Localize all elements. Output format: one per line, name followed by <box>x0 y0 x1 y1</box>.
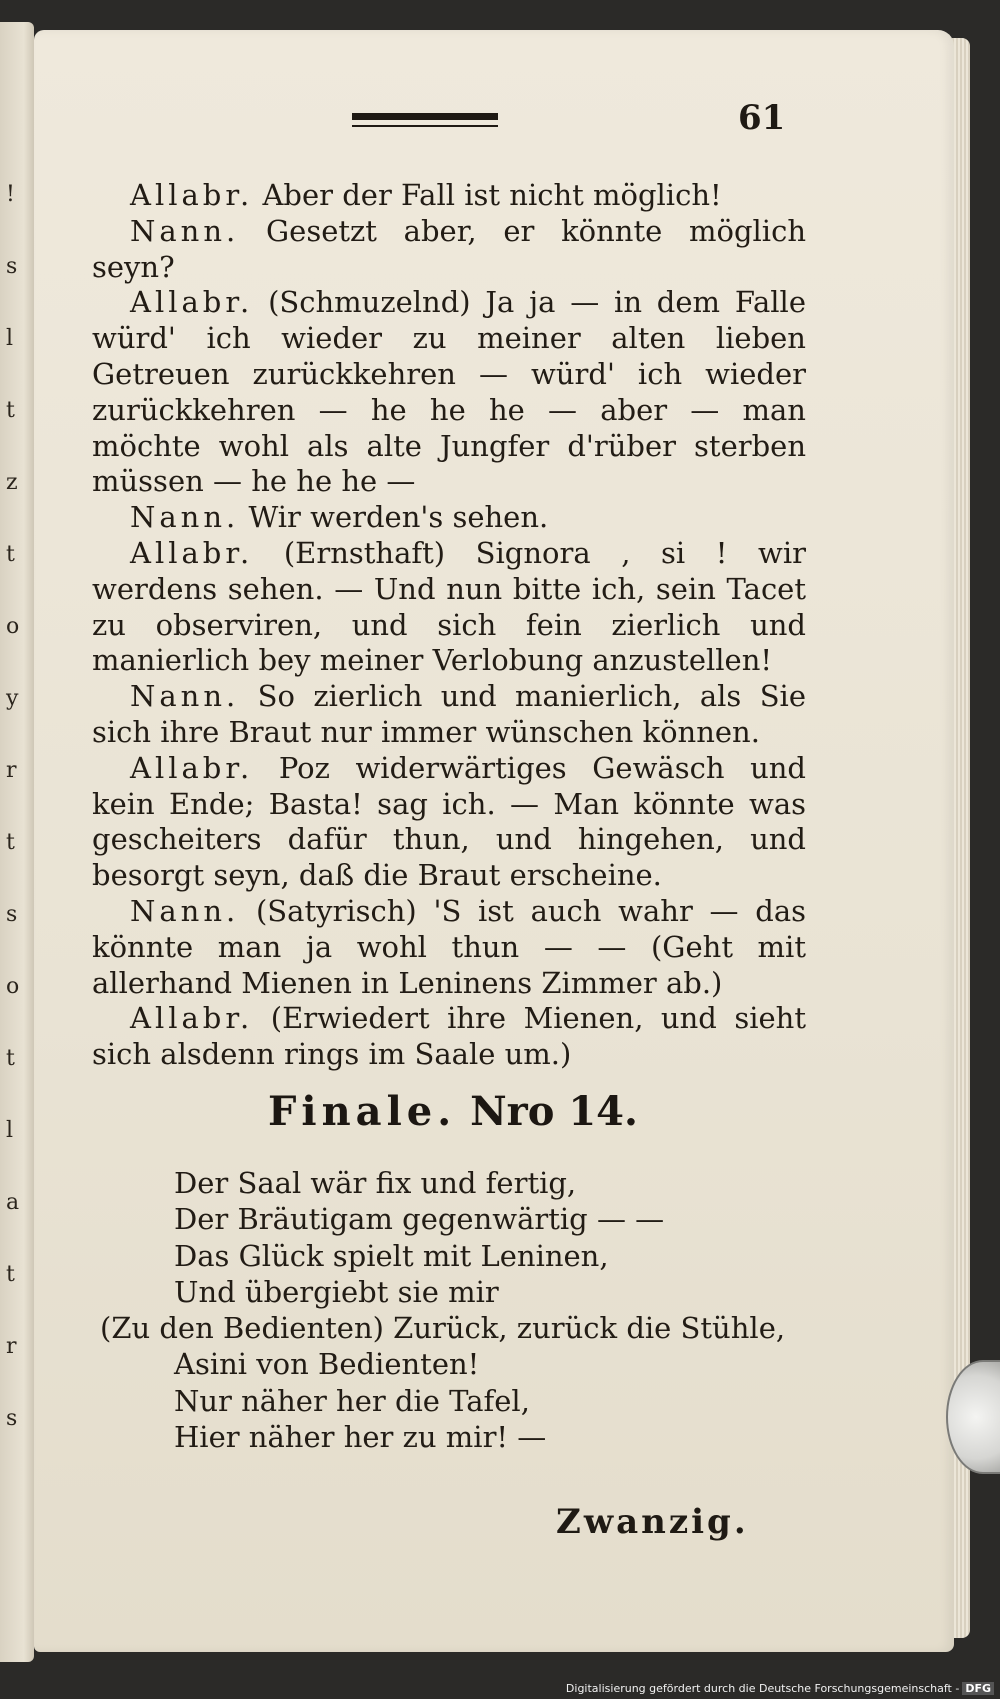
speaker-name: Allabr. <box>130 750 254 785</box>
left-page-fragment: t <box>6 542 15 567</box>
speaker-name: Nann. <box>130 500 240 535</box>
dfg-logo: DFG <box>962 1682 994 1695</box>
verse-text: Hier näher her zu mir! — <box>174 1420 547 1455</box>
speech-text: So zierlich und manierlich, als Sie sich ihre Braut nur immer wünschen können. <box>92 679 806 749</box>
speaker-name: Allabr. <box>130 178 254 212</box>
speaker-name: Nann. <box>130 679 240 714</box>
dialogue-paragraph <box>92 536 806 679</box>
dialogue-paragraph <box>92 285 806 500</box>
left-page-fragment: ! <box>6 182 15 207</box>
verse-line <box>100 1346 780 1382</box>
speaker-name: Allabr. <box>130 535 254 570</box>
verse-line <box>100 1383 780 1419</box>
dialogue-text <box>92 178 806 1073</box>
left-page-fragment: r <box>6 758 17 783</box>
speaker-name: Allabr. <box>130 1001 254 1036</box>
left-page-fragment: s <box>6 1406 18 1431</box>
verse-line <box>100 1274 780 1310</box>
verse-text: Und übergiebt sie mir <box>174 1274 499 1309</box>
verse-text: Asini von Bedienten! <box>174 1347 480 1382</box>
header-rule <box>352 113 498 127</box>
left-page-fragment: a <box>6 1190 20 1215</box>
left-page-fragment: s <box>6 902 18 927</box>
dialogue-paragraph <box>92 178 806 214</box>
left-page-fragment: o <box>6 614 20 639</box>
left-page-fragment: t <box>6 398 15 423</box>
speech-text: Gesetzt aber, er könnte möglich seyn? <box>92 213 806 284</box>
dialogue-paragraph <box>92 214 806 286</box>
left-page-fragment: l <box>6 326 14 351</box>
catchword: Zwanzig. <box>556 1502 749 1542</box>
verse-block <box>100 1165 786 1455</box>
left-page-fragment: o <box>6 974 20 999</box>
verse-text: Das Glück spielt mit Leninen, <box>174 1238 609 1273</box>
verse-text: Der Saal wär fix und fertig, <box>174 1166 577 1200</box>
speaker-name: Nann. <box>130 213 240 248</box>
speech-text: (Ernsthaft) Signora , si ! wir werdens sehen. — Und nun bitte ich, sein Tacet zu observiren, und sich fein zierlich und manierlich bey meiner Verlobung anzustellen! <box>92 535 806 678</box>
speaker-name: Nann. <box>130 893 240 928</box>
verse-text: Der Bräutigam gegenwärtig — — <box>174 1202 665 1237</box>
verse-text: Zurück, zurück die Stühle, <box>393 1311 786 1346</box>
dialogue-paragraph <box>92 500 806 536</box>
left-page-fragment: y <box>6 686 19 711</box>
left-page-fragment: l <box>6 1118 14 1143</box>
verse-line <box>100 1419 780 1455</box>
left-page-fragment: t <box>6 830 15 855</box>
speech-text: Poz widerwärtiges Gewäsch und kein Ende; Basta! sag ich. — Man könnte was gescheiters dafür thun, und hingehen, und besorgt seyn, daß die Braut erscheine. <box>92 750 806 893</box>
dialogue-paragraph <box>92 894 806 1001</box>
finale-word: Finale. <box>268 1088 457 1135</box>
left-page-fragment: s <box>6 254 18 279</box>
footer-text: Digitalisierung gefördert durch die Deutsche Forschungsgemeinschaft - <box>565 1682 960 1695</box>
speech-text: Aber der Fall ist nicht möglich! <box>262 178 722 212</box>
speaker-name: Allabr. <box>130 285 254 320</box>
speech-text: (Erwiedert ihre Mienen, und sieht sich alsdenn rings im Saale um.) <box>92 1001 806 1072</box>
verse-line <box>100 1201 780 1237</box>
digitization-footer <box>566 1682 994 1695</box>
finale-number: Nro 14. <box>470 1088 638 1135</box>
left-page-edge <box>0 22 34 1662</box>
verse-line <box>100 1165 780 1201</box>
dialogue-paragraph <box>92 1001 806 1073</box>
left-page-fragment: t <box>6 1046 15 1071</box>
left-page-fragment: r <box>6 1334 17 1359</box>
dialogue-paragraph <box>92 679 806 751</box>
left-page-fragment: t <box>6 1262 15 1287</box>
verse-line <box>100 1310 786 1346</box>
stage-direction: (Zu den Bedienten) <box>100 1311 384 1346</box>
verse-text: Nur näher her die Tafel, <box>174 1383 530 1418</box>
speech-text: Wir werden's sehen. <box>248 500 549 535</box>
speech-text: (Satyrisch) 'S ist auch wahr — das könnte man ja wohl thun — — (Geht mit allerhand Mienen in Leninens Zimmer ab.) <box>92 893 807 1000</box>
finale-heading <box>268 1088 638 1135</box>
page-number: 61 <box>738 98 786 138</box>
dialogue-paragraph <box>92 751 806 894</box>
speech-text: (Schmuzelnd) Ja ja — in dem Falle würd' ich wieder zu meiner alten lieben Getreuen zurückkehren — würd' ich wieder zurückkehren — he he he — aber — man möchte wohl als alte Jungfer d'rüber sterben müssen — he he he — <box>92 285 806 499</box>
verse-line <box>100 1238 780 1274</box>
left-page-fragment: z <box>6 470 18 495</box>
